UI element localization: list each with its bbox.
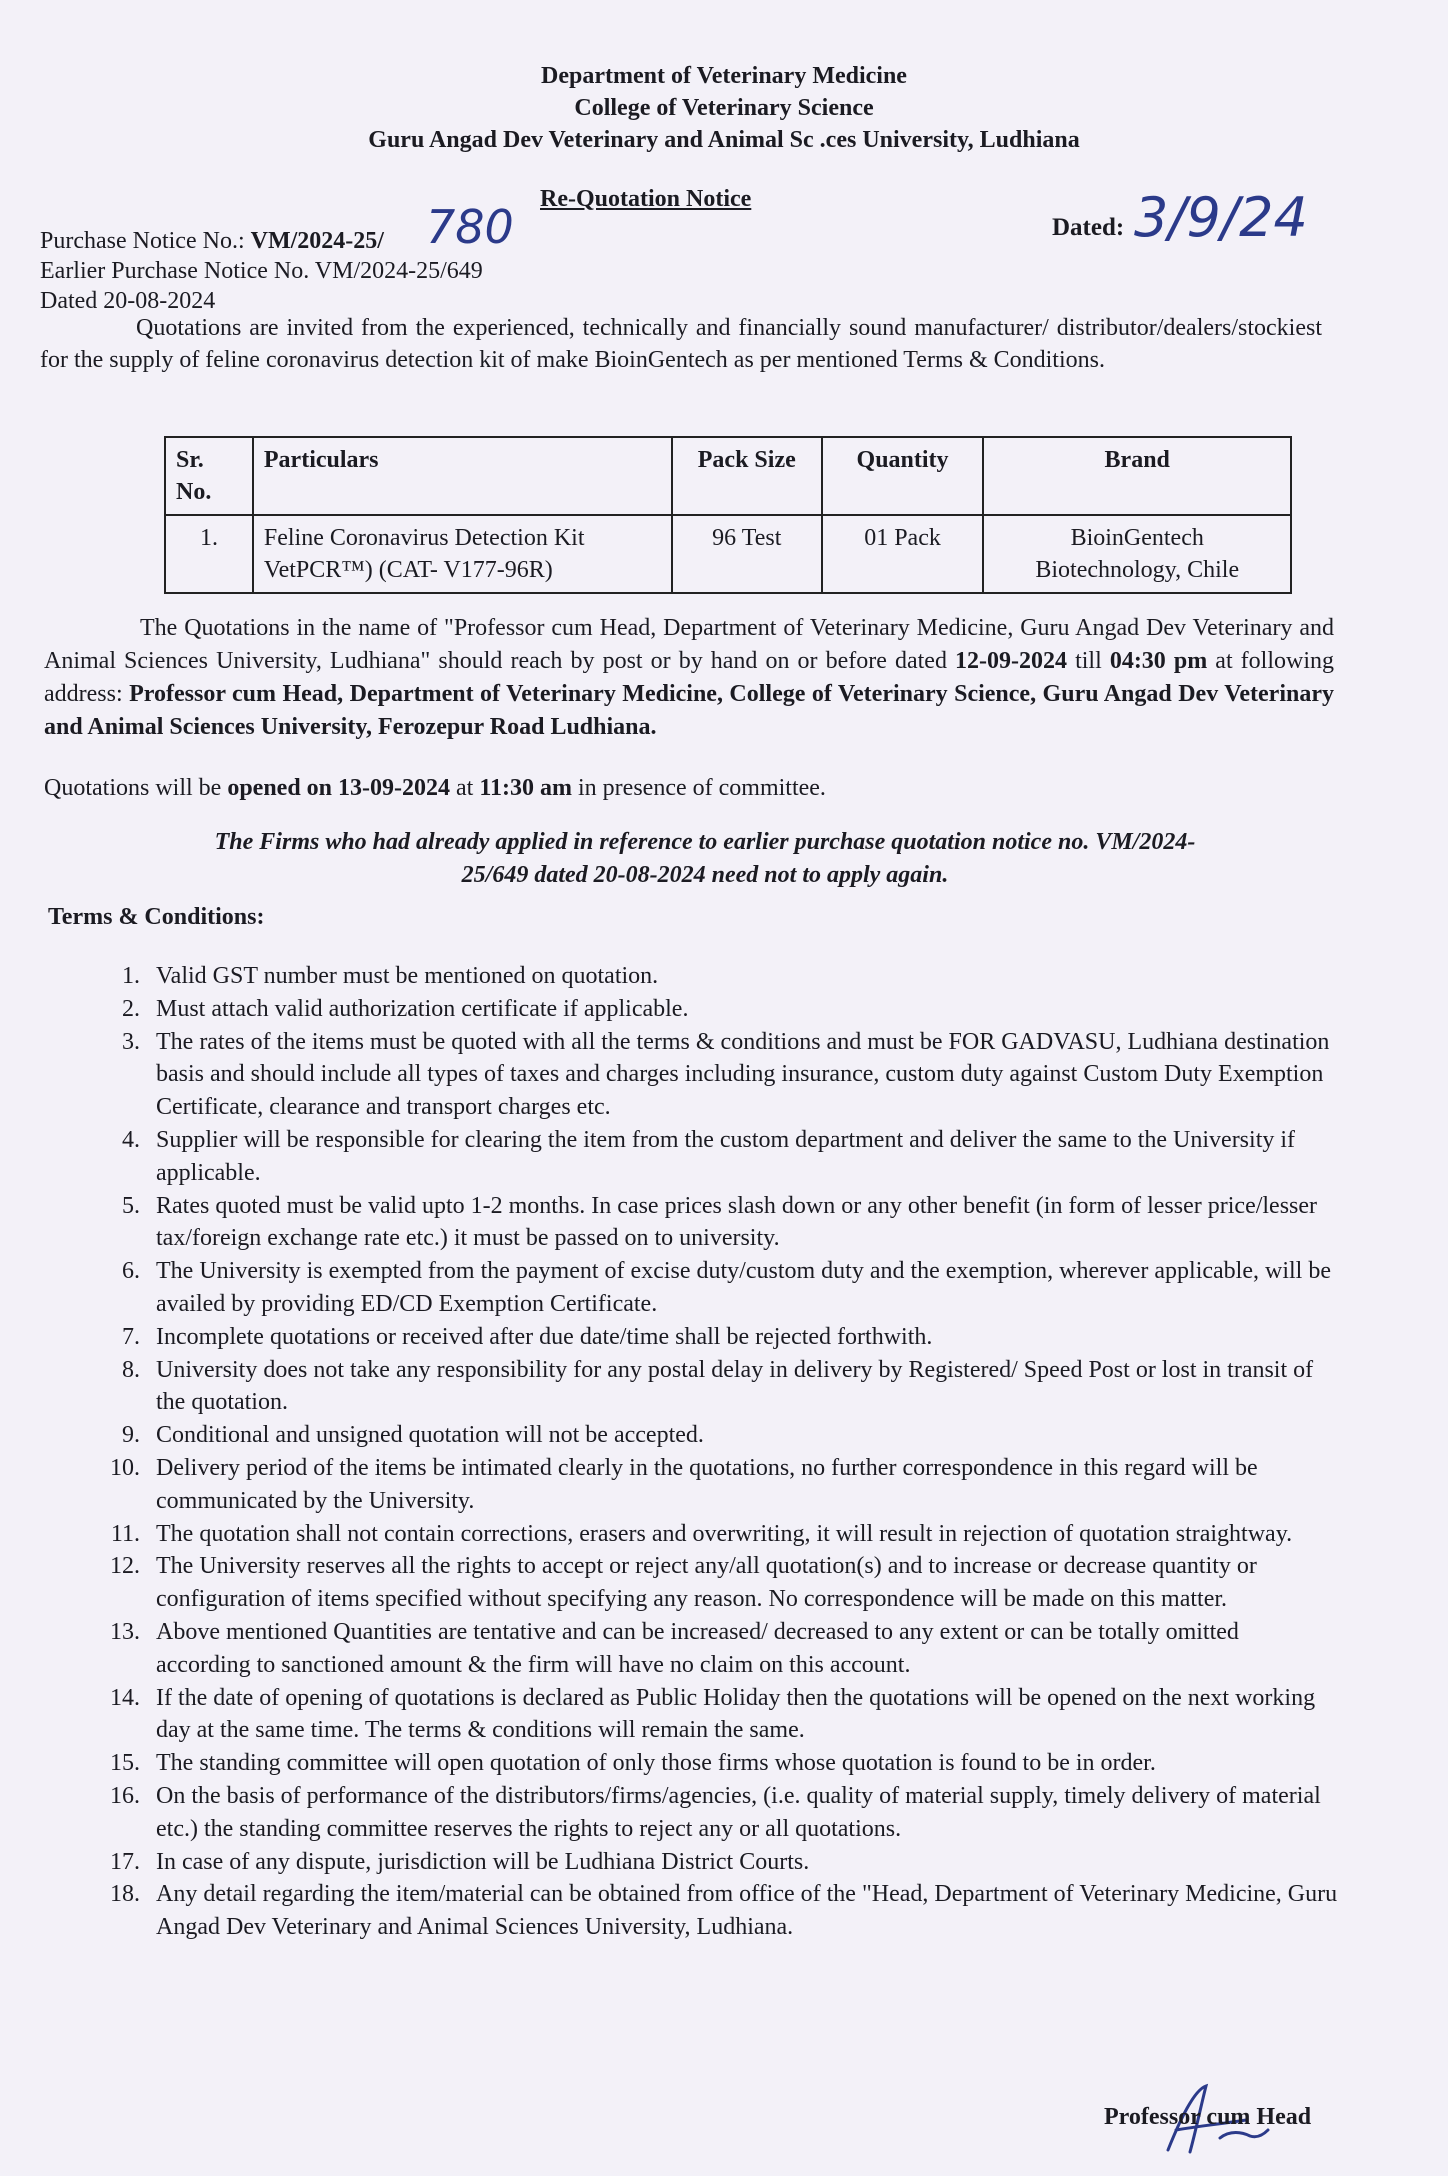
- term-number: 8.: [122, 1356, 140, 1383]
- submission-text1: The Quotations in the name of "Professor cum Head, Department of Veterinary Medicine, Guru Angad Dev Veterinary and Animal Sciences University, Ludhiana" should reach by post or by hand on or before dated: [44, 615, 1334, 674]
- term-text: If the date of opening of quotations is declared as Public Holiday then the quotations will be opened on the next working day at the same time. The terms & conditions will remain the same.: [156, 1684, 1316, 1744]
- term-item: [92, 1419, 1338, 1452]
- intro-paragraph: [40, 312, 1322, 376]
- cell-particulars: [253, 515, 672, 593]
- opening-text3: in presence of committee.: [572, 775, 826, 801]
- term-text: Rates quoted must be valid upto 1-2 months. In case prices slash down or any other benefit (in form of lesser price/lesser tax/foreign exchange rate etc.) it must be passed on to university.: [156, 1192, 1318, 1252]
- cell-quantity: 01 Pack: [822, 515, 984, 593]
- submission-text2: till: [1067, 648, 1110, 674]
- particulars-line2: VetPCR™) (CAT- V177-96R): [263, 557, 553, 583]
- term-text: The quotation shall not contain corrections, erasers and overwriting, it will result in rejection of quotation straightway.: [156, 1520, 1293, 1547]
- term-item: [92, 1518, 1338, 1551]
- term-number: 18.: [110, 1881, 140, 1908]
- header-particulars: Particulars: [253, 437, 672, 515]
- term-number: 7.: [122, 1323, 140, 1350]
- term-text: Supplier will be responsible for clearing the item from the custom department and deliver the same to the University if applicable.: [156, 1126, 1296, 1186]
- term-text: University does not take any responsibility for any postal delay in delivery by Registered/ Speed Post or lost in transit of the quotation.: [156, 1356, 1314, 1416]
- opening-date: opened on 13-09-2024: [227, 775, 451, 801]
- term-item: [92, 1124, 1338, 1190]
- letterhead: [0, 60, 1448, 156]
- term-text: On the basis of performance of the distributors/firms/agencies, (i.e. quality of material supply, timely delivery of material etc.) the standing committee reserves the rights to reject any or all quotations.: [156, 1782, 1321, 1842]
- table-row: [165, 515, 1291, 593]
- term-text: The University reserves all the rights to accept or reject any/all quotation(s) and to increase or decrease quantity or configuration of items specified without specifying any reason. No correspondence will be made on this matter.: [156, 1553, 1257, 1613]
- term-number: 13.: [110, 1618, 140, 1645]
- term-number: 12.: [110, 1553, 140, 1580]
- signatory-title: Professor cum Head: [1104, 2104, 1312, 2130]
- term-text: Valid GST number must be mentioned on quotation.: [156, 963, 659, 989]
- opening-text2: at: [450, 775, 480, 801]
- header-brand: Brand: [983, 437, 1291, 515]
- brand-line1: BioinGentech: [1070, 525, 1204, 551]
- earlier-notice: Earlier Purchase Notice No. VM/2024-25/649: [40, 258, 483, 284]
- term-number: 15.: [110, 1750, 140, 1777]
- term-item: [92, 1354, 1338, 1420]
- handwritten-notice-number: 780: [426, 200, 514, 254]
- term-text: Above mentioned Quantities are tentative and can be increased/ decreased to any extent or can be totally omitted according to sanctioned amount & the firm will have no claim on this account.: [156, 1618, 1239, 1678]
- term-number: 10.: [110, 1454, 140, 1481]
- term-item: [92, 1616, 1338, 1682]
- particulars-line1: Feline Coronavirus Detection Kit: [263, 525, 585, 551]
- purchase-notice-label: Purchase Notice No.:: [40, 228, 251, 254]
- opening-text1: Quotations will be: [44, 775, 228, 801]
- notice-title: Re-Quotation Notice: [540, 186, 752, 212]
- term-number: 1.: [122, 963, 140, 989]
- opening-time: 11:30 am: [479, 775, 573, 801]
- dated-label: Dated:: [1052, 214, 1125, 241]
- term-text: The rates of the items must be quoted with all the terms & conditions and must be FOR GADVASU, Ludhiana destination basis and should include all types of taxes and charges including insurance, custom duty against Custom Duty Exemption Certificate, clearance and transport charges etc.: [156, 1028, 1330, 1121]
- term-number: 11.: [110, 1520, 140, 1547]
- purchase-notice-line: [40, 226, 483, 256]
- term-text: Any detail regarding the item/material can be obtained from office of the "Head, Department of Veterinary Medicine, Guru Angad Dev Veterinary and Animal Sciences University, Ludhiana.: [156, 1881, 1338, 1941]
- term-item: [92, 1878, 1338, 1944]
- term-text: Must attach valid authorization certificate if applicable.: [156, 995, 689, 1022]
- items-table: [164, 436, 1292, 594]
- terms-list: [92, 960, 1338, 1944]
- term-number: 5.: [122, 1192, 140, 1219]
- header-pack-size: Pack Size: [672, 437, 822, 515]
- cell-pack-size: 96 Test: [672, 515, 822, 593]
- term-number: 9.: [122, 1422, 140, 1449]
- intro-text: Quotations are invited from the experienced, technically and financially sound manufacturer/ distributor/dealers/stockiest for the supply of feline coronavirus detection kit of make BioinGentech as per mentioned Terms & Conditions.: [40, 315, 1322, 373]
- term-item: [92, 1550, 1338, 1616]
- submission-time: 04:30 pm: [1109, 648, 1208, 674]
- cell-sr-no: 1.: [165, 515, 253, 593]
- term-item: [92, 1190, 1338, 1256]
- department-name: Department of Veterinary Medicine: [541, 63, 907, 89]
- handwritten-date: 3/9/24: [1134, 186, 1308, 249]
- header-quantity: Quantity: [822, 437, 984, 515]
- university-name: Guru Angad Dev Veterinary and Animal Sc .ces University, Ludhiana: [368, 127, 1080, 153]
- purchase-notice-number: VM/2024-25/: [250, 228, 384, 254]
- term-number: 2.: [122, 995, 140, 1022]
- term-item: [92, 1747, 1338, 1780]
- term-number: 17.: [110, 1848, 140, 1875]
- term-text: Conditional and unsigned quotation will not be accepted.: [156, 1422, 704, 1449]
- submission-text3: at following address:: [44, 648, 1334, 707]
- term-item: [92, 1321, 1338, 1354]
- submission-date: 12-09-2024: [955, 648, 1067, 674]
- term-number: 6.: [122, 1258, 140, 1285]
- terms-title: Terms & Conditions:: [48, 904, 265, 930]
- term-item: [92, 1452, 1338, 1518]
- table-header-row: [165, 437, 1291, 515]
- term-number: 16.: [110, 1782, 140, 1809]
- term-item: [92, 993, 1338, 1026]
- note-line2: 25/649 dated 20-08-2024 need not to apply again.: [461, 862, 949, 888]
- term-text: The standing committee will open quotation of only those firms whose quotation is found to be in order.: [156, 1750, 1156, 1777]
- cell-brand: [983, 515, 1291, 593]
- term-item: [92, 1780, 1338, 1846]
- term-item: [92, 960, 1338, 993]
- reapply-note: [60, 826, 1350, 892]
- term-item: [92, 1026, 1338, 1124]
- term-text: The University is exempted from the payment of excise duty/custom duty and the exemption, wherever applicable, will be availed by providing ED/CD Exemption Certificate.: [156, 1258, 1331, 1317]
- header-sr-no: Sr. No.: [165, 437, 253, 515]
- term-item: [92, 1846, 1338, 1879]
- submission-paragraph: [44, 612, 1334, 744]
- purchase-notice-block: [40, 226, 483, 316]
- submission-address: Professor cum Head, Department of Veterinary Medicine, College of Veterinary Science, Guru Angad Dev Veterinary and Animal Sciences University, Ferozepur Road Ludhiana.: [44, 681, 1334, 740]
- note-line1: The Firms who had already applied in reference to earlier purchase quotation notice no. VM/2024-: [214, 829, 1196, 855]
- earlier-notice-date: Dated 20-08-2024: [40, 288, 216, 314]
- term-text: Delivery period of the items be intimated clearly in the quotations, no further correspondence in this regard will be communicated by the University.: [156, 1454, 1258, 1514]
- term-number: 4.: [122, 1126, 140, 1153]
- term-number: 3.: [122, 1028, 140, 1055]
- brand-line2: Biotechnology, Chile: [1035, 557, 1240, 583]
- term-text: In case of any dispute, jurisdiction will be Ludhiana District Courts.: [156, 1848, 810, 1875]
- term-number: 14.: [110, 1684, 140, 1711]
- term-text: Incomplete quotations or received after due date/time shall be rejected forthwith.: [156, 1323, 933, 1350]
- term-item: [92, 1682, 1338, 1748]
- opening-paragraph: [44, 772, 1334, 805]
- college-name: College of Veterinary Science: [574, 95, 874, 121]
- term-item: [92, 1255, 1338, 1321]
